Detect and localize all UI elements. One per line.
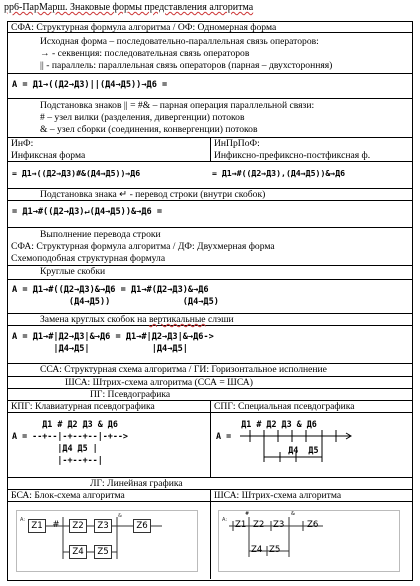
- block-fork: #: [52, 520, 60, 530]
- formula-2d-round-line2: (Д4→Д5)) (Д4→Д5): [12, 297, 219, 307]
- stroke-join: &: [291, 511, 295, 517]
- substitution-title: Подстановка знаков || = #& – парная операция параллельной связи:: [40, 100, 315, 111]
- infix-title: Инфиксная форма: [11, 150, 86, 161]
- stroke-d2: Z2: [253, 520, 265, 530]
- ssa-label: ССА: Структурная схема алгоритма / ГИ: Горизонтальное исполнение: [40, 364, 327, 375]
- inprpof-title: Инфиксно-префиксно-постфиксная ф.: [214, 150, 371, 161]
- spg-label: СПГ: Специальная псевдографика: [214, 401, 355, 412]
- formula-2d-slash-line1: А = Д1→#|Д2→Д3|&→Д6 = Д1→#|Д2→Д3|&→Д6->: [12, 332, 214, 342]
- block-d3: Z3: [94, 519, 112, 533]
- formula-2d-round-line1: А = Д1→#((Д2→Д3)&→Д6 = Д1→#(Д2→Д3)&→Д6: [12, 285, 209, 295]
- sequence-desc: → - секвенция: последовательная связь операторов: [40, 48, 250, 59]
- stroke-fork: #: [245, 511, 250, 517]
- stroke-d1: Z1: [235, 520, 247, 530]
- shsa-label: ШСА: Штрих-схема алгоритма: [214, 490, 342, 501]
- stroke-scheme: A: Z1 # Z2 Z3 & Z6 Z4 Z5: [218, 510, 400, 572]
- join-desc: & – узел сборки (соединения, конвергенции) потоков: [40, 124, 258, 135]
- kpg-label: КПГ: Клавиатурная псевдографика: [11, 401, 155, 412]
- formula-infix: = Д1→((Д2→Д3)#&(Д4→Д5))→Д6: [12, 168, 141, 178]
- newline-execution: Выполнение перевода строки: [40, 229, 161, 240]
- spg-line1: Д1 # Д2 Д3 & Д6: [216, 419, 317, 429]
- slash-replacement: Замена круглых скобок на вертикальные слэши: [40, 314, 234, 325]
- inprpof-heading: ИнПрПоФ:: [214, 138, 260, 149]
- formula-inprpof: = Д1→#((Д2→Д3),(Д4→Д5))&→Д6: [212, 168, 346, 178]
- sha-label: ШСА: Штрих-схема алгоритма (ССА = ШСА): [65, 377, 253, 388]
- block-scheme: A: Z1 # Z2 Z3 & Z6 Z4 Z5: [16, 510, 198, 572]
- kpg-line1: Д1 # Д2 Д3 & Д6: [12, 419, 118, 429]
- kpg-line3: |Д4 Д5 |: [12, 443, 98, 453]
- spg-line2: А =: [216, 431, 237, 441]
- stroke-d3: Z3: [273, 520, 285, 530]
- stroke-d5: Z5: [269, 545, 281, 555]
- parallel-desc: || - параллель: параллельная связь операторов (парная – двухсторонняя): [40, 60, 333, 71]
- sfa-df-label: СФА: Структурная формула алгоритма / ДФ: Двухмерная форма: [11, 241, 275, 252]
- page-title: рр6-ПарМарш. Знаковые формы представления алгоритма: [4, 2, 254, 13]
- formula-newline: = Д1→#((Д2→Д3)↵(Д4→Д5))&→Д6 =: [12, 207, 163, 217]
- round-brackets-label: Круглые скобки: [40, 266, 106, 277]
- linear-graphics-label: ЛГ: Линейная графика: [90, 478, 183, 489]
- newline-substitution: Подстановка знака ↵ - перевод строки (внутри скобок): [40, 189, 266, 200]
- source-form-title: Исходная форма – последовательно-параллельная связь операторов:: [40, 36, 319, 47]
- kpg-line4: |-+--+--|: [12, 455, 103, 465]
- block-d5: Z5: [94, 545, 112, 559]
- sfa-of-label: СФА: Структурная формула алгоритма / ОФ: Одномерная форма: [11, 22, 277, 33]
- kpg-line2: А = --+--|-+--+--|-+-->: [12, 431, 128, 441]
- block-d1: Z1: [28, 519, 46, 533]
- spg-line3: Д4 Д5: [258, 445, 319, 455]
- block-d4: Z4: [69, 545, 87, 559]
- block-d6: Z6: [133, 519, 151, 533]
- infix-heading: ИнФ:: [11, 138, 34, 149]
- fork-desc: # – узел вилки (разделения, дивергенции) потоков: [40, 112, 245, 123]
- pseudographics-label: ПГ: Псевдографика: [90, 389, 171, 400]
- stroke-d6: Z6: [307, 520, 319, 530]
- scheme-formula-label: Схемоподобная структурная формула: [11, 253, 166, 264]
- formula-2d-slash-line2: |Д4→Д5| |Д4→Д5|: [12, 344, 188, 354]
- formula-source: А = Д1→((Д2→Д3)||(Д4→Д5))→Д6 =: [12, 80, 168, 90]
- bsa-label: БСА: Блок-схема алгоритма: [11, 490, 125, 501]
- stroke-d4: Z4: [251, 545, 263, 555]
- block-d2: Z2: [69, 519, 87, 533]
